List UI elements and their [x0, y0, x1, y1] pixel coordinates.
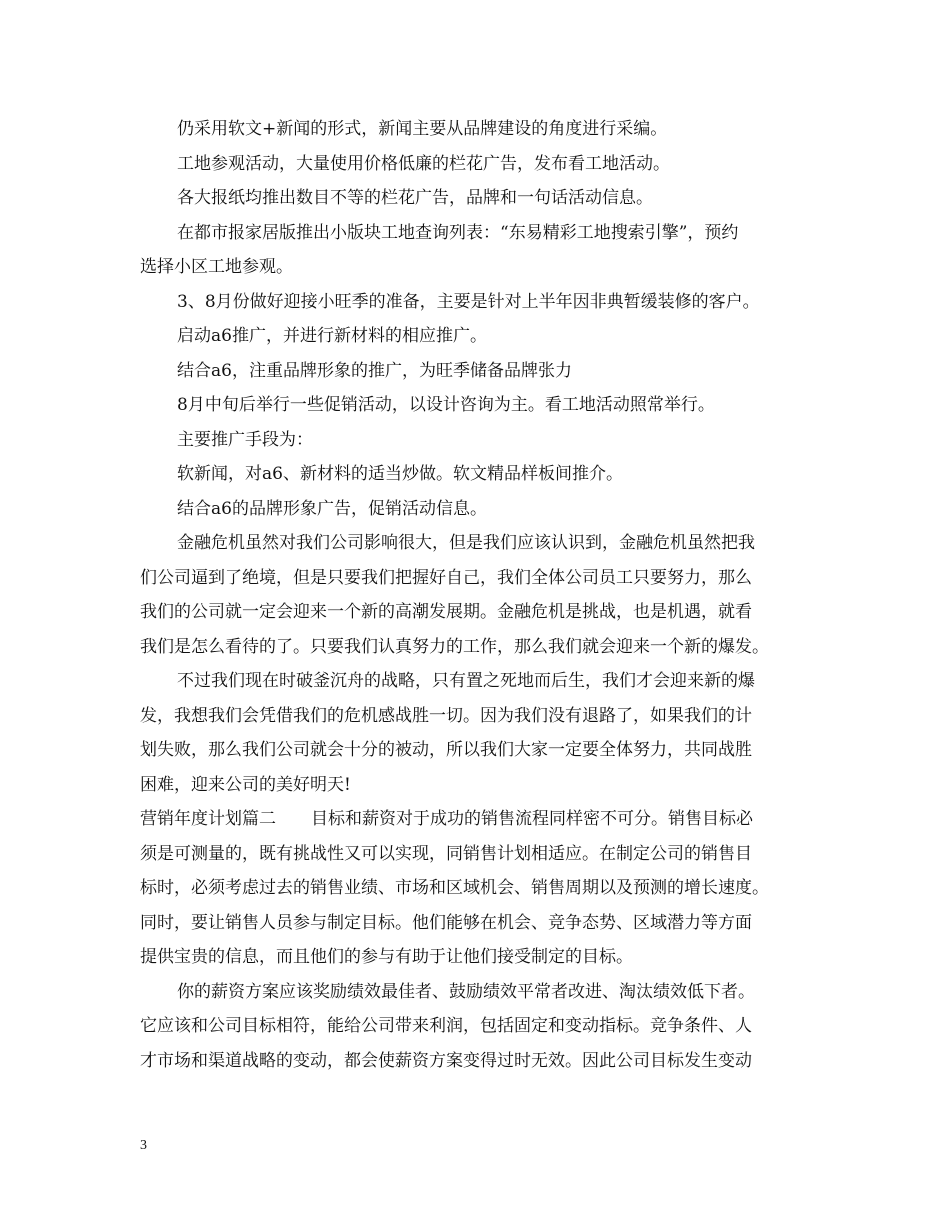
text-line: 3、8月份做好迎接小旺季的准备，主要是针对上半年因非典暂缓装修的客户。 [177, 291, 760, 312]
text-line: 困难，迎来公司的美好明天! [140, 774, 351, 795]
text-line: 在都市报家居版推出小版块工地查询列表：“东易精彩工地搜索引擎”，预约 [177, 222, 739, 243]
text-line: 结合a6，注重品牌形象的推广，为旺季储备品牌张力 [177, 360, 572, 381]
section-first-sentence: 目标和薪资对于成功的销售流程同样密不可分。销售目标必 [311, 809, 753, 829]
text-line: 标时，必须考虑过去的销售业绩、市场和区域机会、销售周期以及预测的增长速度。 [140, 878, 769, 898]
text-line: 启动a6推广，并进行新材料的相应推广。 [177, 326, 487, 346]
text-line: 们公司逼到了绝境，但是只要我们把握好自己，我们全体公司员工只要努力，那么 [140, 567, 752, 588]
text-line: 软新闻，对a6、新材料的适当炒做。软文精品样板间推介。 [177, 464, 623, 484]
text-line: 你的薪资方案应该奖励绩效最佳者、鼓励绩效平常者改进、淘汰绩效低下者。 [177, 981, 755, 1002]
text-line: 我们是怎么看待的了。只要我们认真努力的工作，那么我们就会迎来一个新的爆发。 [140, 636, 769, 657]
text-line: 才市场和渠道战略的变动，都会使薪资方案变得过时无效。因此公司目标发生变动 [140, 1050, 752, 1071]
text-line: 它应该和公司目标相符，能给公司带来利润，包括固定和变动指标。竞争条件、人 [140, 1016, 752, 1036]
text-line: 同时，要让销售人员参与制定目标。他们能够在机会、竞争态势、区域潜力等方面 [140, 912, 752, 933]
text-line: 各大报纸均推出数目不等的栏花广告，品牌和一句话活动信息。 [177, 188, 653, 208]
text-line: 划失败，那么我们公司就会十分的被动，所以我们大家一定要全体努力，共同战胜 [140, 740, 752, 760]
text-line: 工地参观活动，大量使用价格低廉的栏花广告，发布看工地活动。 [177, 153, 670, 174]
text-line: 发，我想我们会凭借我们的危机感战胜一切。因为我们没有退路了，如果我们的计 [140, 705, 752, 726]
text-line: 金融危机虽然对我们公司影响很大，但是我们应该认识到，金融危机虽然把我 [177, 533, 755, 553]
text-line: 我们的公司就一定会迎来一个新的高潮发展期。金融危机是挑战，也是机遇，就看 [140, 602, 752, 622]
text-line: 不过我们现在时破釜沉舟的战略，只有置之死地而后生，我们才会迎来新的爆 [177, 671, 755, 691]
text-line: 8月中旬后举行一些促销活动，以设计咨询为主。看工地活动照常举行。 [177, 395, 715, 415]
text-line: 结合a6的品牌形象广告，促销活动信息。 [177, 498, 487, 519]
text-line: 仍采用软文+新闻的形式，新闻主要从品牌建设的角度进行采编。 [177, 119, 668, 139]
section-line [140, 802, 820, 837]
text-line: 选择小区工地参观。 [140, 257, 293, 277]
text-line: 主要推广手段为： [177, 429, 313, 450]
body-text [140, 112, 820, 1078]
text-line: 须是可测量的，既有挑战性又可以实现，同销售计划相适应。在制定公司的销售目 [140, 843, 752, 864]
section-title: 营销年度计划篇二 [140, 809, 276, 829]
page-number: 3 [140, 1138, 147, 1153]
text-line: 提供宝贵的信息，而且他们的参与有助于让他们接受制定的目标。 [140, 947, 633, 967]
